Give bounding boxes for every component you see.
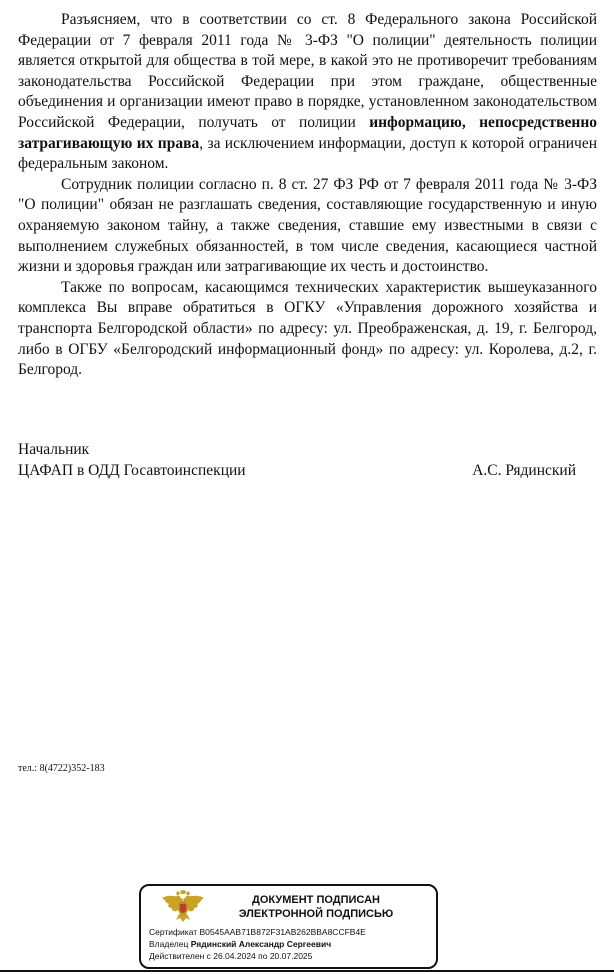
owner-value: Рядинский Александр Сергеевич <box>190 939 332 949</box>
certificate-label: Сертификат <box>149 927 198 937</box>
stamp-validity: Действителен с 26.04.2024 по 20.07.2025 <box>149 951 313 961</box>
letter-body <box>18 10 597 381</box>
paragraph-1-text-start: Разъясняем, что в соответствии со ст. 8 Федерального закона Российской Федерации от 7 февраля 2011 года № 3-ФЗ "О полиции" деятельность полиции является открытой для общества в той мере, в какой это не противоречит требованиям законодательства Российской Федерации при этом граждане, общественные объединения и организации имеют право в порядке, установленном законодательством Российской Федерации, получать от полиции <box>18 11 597 131</box>
stamp-title-line1: ДОКУМЕНТ ПОДПИСАН <box>252 894 380 906</box>
owner-label: Владелец <box>149 939 189 949</box>
stamp-certificate <box>149 927 366 937</box>
bottom-rule <box>0 970 614 972</box>
signer-position-line1: Начальник <box>18 441 90 458</box>
paragraph-1 <box>18 10 597 175</box>
paragraph-1-bold-text: информацию, непосредственно затрагивающую их права <box>18 113 597 152</box>
paragraph-3: Также по вопросам, касающимся технических характеристик вышеуказанного комплекса Вы вправе обратиться в ОГКУ «Управления дорожного хозяйства и транспорта Белгородской области» по адресу: ул. Преображенская, д. 19, г. Белгород, либо в ОГБУ «Белгородский информационный фонд» по адресу: ул. Королева, д.2, г. Белгород. <box>18 278 597 379</box>
double-headed-eagle-icon <box>161 890 205 924</box>
electronic-signature-stamp <box>139 884 438 969</box>
stamp-owner <box>149 939 331 949</box>
signature-row <box>18 461 597 482</box>
certificate-value: B0545AAB71B872F31AB262BBA8CCFB4E <box>199 927 366 937</box>
stamp-title <box>205 893 427 921</box>
signature-block <box>18 440 597 481</box>
stamp-title-line2: ЭЛЕКТРОННОЙ ПОДПИСЬЮ <box>238 908 394 920</box>
paragraph-2: Сотрудник полиции согласно п. 8 ст. 27 ФЗ РФ от 7 февраля 2011 года № 3-ФЗ "О полиции" обязан не разглашать сведения, составляющие государственную и иную охраняемую законом тайну, а также сведения, ставшие ему известными в связи с выполнением служебных обязанностей, в том числе сведения, касающиеся частной жизни и здоровья граждан или затрагивающие их честь и достоинство. <box>18 175 597 276</box>
phone-number: тел.: 8(4722)352-183 <box>18 763 105 774</box>
signer-name: А.С. Рядинский <box>472 461 576 479</box>
paragraph-1-text-end: , за исключением информации, доступ к которой ограничен федеральным законом. <box>18 134 598 173</box>
signer-position-line2: ЦАФАП в ОДД Госавтоинспекции <box>18 461 246 479</box>
